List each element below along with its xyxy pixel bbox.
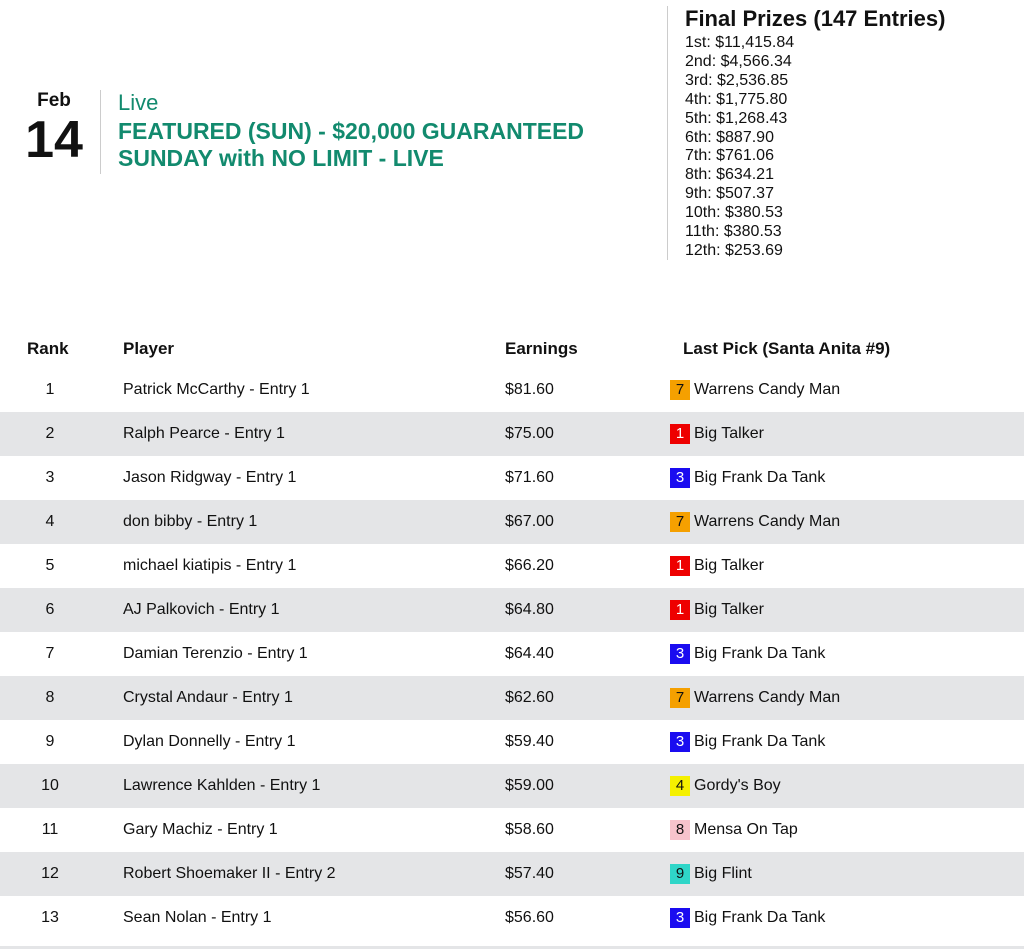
last-pick xyxy=(670,512,1024,532)
prize-item: 7th: $761.06 xyxy=(685,147,774,165)
player-cell[interactable]: AJ Palkovich - Entry 1 xyxy=(123,601,280,618)
horse-name: Big Talker xyxy=(694,557,764,574)
saddle-cloth-number: 1 xyxy=(670,600,690,620)
saddle-cloth-number: 7 xyxy=(670,688,690,708)
last-pick-cell xyxy=(670,720,1024,764)
prize-item: 9th: $507.37 xyxy=(685,185,774,203)
last-pick-cell xyxy=(670,632,1024,676)
saddle-cloth-number: 3 xyxy=(670,908,690,928)
horse-name: Big Frank Da Tank xyxy=(694,469,826,486)
rank-cell: 10 xyxy=(41,777,59,794)
saddle-cloth-number: 7 xyxy=(670,512,690,532)
prize-list xyxy=(685,34,945,261)
table-row[interactable] xyxy=(0,632,1024,676)
player-cell[interactable]: Patrick McCarthy - Entry 1 xyxy=(123,381,310,398)
rank-cell: 9 xyxy=(45,733,55,750)
player-cell[interactable]: Dylan Donnelly - Entry 1 xyxy=(123,733,296,750)
prize-item: 8th: $634.21 xyxy=(685,166,774,184)
saddle-cloth-number: 7 xyxy=(670,380,690,400)
last-pick xyxy=(670,600,1024,620)
table-row[interactable] xyxy=(0,456,1024,500)
standings-table xyxy=(0,330,1024,940)
earnings-cell: $56.60 xyxy=(505,909,554,926)
horse-name: Warrens Candy Man xyxy=(694,381,841,398)
rank-cell: 11 xyxy=(41,821,59,838)
column-header-player[interactable]: Player xyxy=(123,339,175,358)
earnings-cell: $62.60 xyxy=(505,689,554,706)
rank-cell: 2 xyxy=(45,425,55,442)
column-header-rank[interactable]: Rank xyxy=(27,339,69,358)
saddle-cloth-number: 1 xyxy=(670,556,690,576)
earnings-cell: $71.60 xyxy=(505,469,554,486)
event-day: 14 xyxy=(25,111,83,169)
saddle-cloth-number: 9 xyxy=(670,864,690,884)
event-title[interactable] xyxy=(118,118,658,172)
event-month: Feb xyxy=(37,90,71,111)
last-pick-cell xyxy=(670,368,1024,412)
table-row[interactable] xyxy=(0,676,1024,720)
rank-cell: 5 xyxy=(45,557,55,574)
earnings-cell: $66.20 xyxy=(505,557,554,574)
rank-cell: 13 xyxy=(41,909,59,926)
last-pick xyxy=(670,688,1024,708)
player-cell[interactable]: Ralph Pearce - Entry 1 xyxy=(123,425,285,442)
table-row[interactable] xyxy=(0,368,1024,412)
rank-cell: 4 xyxy=(45,513,55,530)
earnings-cell: $57.40 xyxy=(505,865,554,882)
player-cell[interactable]: Damian Terenzio - Entry 1 xyxy=(123,645,308,662)
last-pick-cell xyxy=(670,588,1024,632)
last-pick xyxy=(670,908,1024,928)
table-header-row xyxy=(0,330,1024,368)
table-row[interactable] xyxy=(0,588,1024,632)
last-pick xyxy=(670,776,1024,796)
prize-item: 2nd: $4,566.34 xyxy=(685,52,792,70)
last-pick xyxy=(670,424,1024,444)
table-row[interactable] xyxy=(0,500,1024,544)
player-cell[interactable]: Sean Nolan - Entry 1 xyxy=(123,909,272,926)
last-pick xyxy=(670,380,1024,400)
saddle-cloth-number: 8 xyxy=(670,820,690,840)
table-row[interactable] xyxy=(0,720,1024,764)
last-pick-cell xyxy=(670,500,1024,544)
player-cell[interactable]: michael kiatipis - Entry 1 xyxy=(123,557,297,574)
earnings-cell: $59.00 xyxy=(505,777,554,794)
last-pick xyxy=(670,468,1024,488)
last-pick xyxy=(670,732,1024,752)
rank-cell: 6 xyxy=(45,601,55,618)
earnings-cell: $81.60 xyxy=(505,381,554,398)
horse-name: Big Talker xyxy=(694,425,764,442)
table-row[interactable] xyxy=(0,896,1024,940)
earnings-cell: $64.40 xyxy=(505,645,554,662)
earnings-cell: $58.60 xyxy=(505,821,554,838)
rank-cell: 12 xyxy=(41,865,59,882)
last-pick-cell xyxy=(670,764,1024,808)
last-pick xyxy=(670,556,1024,576)
prize-item: 10th: $380.53 xyxy=(685,204,783,222)
event-title-line-1: FEATURED (SUN) - $20,000 GUARANTEED xyxy=(118,118,585,144)
last-pick xyxy=(670,864,1024,884)
saddle-cloth-number: 1 xyxy=(670,424,690,444)
player-cell[interactable]: Crystal Andaur - Entry 1 xyxy=(123,689,293,706)
horse-name: Big Frank Da Tank xyxy=(694,909,826,926)
last-pick-cell xyxy=(670,852,1024,896)
prize-item: 12th: $253.69 xyxy=(685,241,783,259)
table-row[interactable] xyxy=(0,852,1024,896)
earnings-cell: $59.40 xyxy=(505,733,554,750)
last-pick-cell xyxy=(670,412,1024,456)
prize-item: 6th: $887.90 xyxy=(685,128,774,146)
prize-item: 11th: $380.53 xyxy=(685,223,782,241)
horse-name: Gordy's Boy xyxy=(694,777,781,794)
earnings-cell: $67.00 xyxy=(505,513,554,530)
horse-name: Big Talker xyxy=(694,601,764,618)
player-cell[interactable]: Robert Shoemaker II - Entry 2 xyxy=(123,865,336,882)
prizes-divider xyxy=(667,6,668,260)
player-cell[interactable]: Gary Machiz - Entry 1 xyxy=(123,821,278,838)
last-pick-cell xyxy=(670,676,1024,720)
prize-item: 4th: $1,775.80 xyxy=(685,90,788,108)
earnings-cell: $64.80 xyxy=(505,601,554,618)
prize-item: 5th: $1,268.43 xyxy=(685,109,788,127)
last-pick-cell xyxy=(670,808,1024,852)
table-row[interactable] xyxy=(0,544,1024,588)
horse-name: Big Flint xyxy=(694,865,752,882)
last-pick-cell xyxy=(670,896,1024,940)
saddle-cloth-number: 3 xyxy=(670,644,690,664)
event-title-line-2: SUNDAY with NO LIMIT - LIVE xyxy=(118,145,444,171)
column-header-last-pick[interactable]: Last Pick (Santa Anita #9) xyxy=(683,339,891,358)
player-cell[interactable]: Jason Ridgway - Entry 1 xyxy=(123,469,297,486)
column-header-earnings[interactable]: Earnings xyxy=(505,339,578,358)
rank-cell: 3 xyxy=(45,469,55,486)
prize-item: 3rd: $2,536.85 xyxy=(685,71,789,89)
last-pick-cell xyxy=(670,456,1024,500)
rank-cell: 1 xyxy=(45,381,55,398)
prize-item: 1st: $11,415.84 xyxy=(685,34,795,51)
saddle-cloth-number: 4 xyxy=(670,776,690,796)
horse-name: Mensa On Tap xyxy=(694,821,798,838)
event-date xyxy=(14,90,94,169)
rank-cell: 7 xyxy=(45,645,55,662)
last-pick xyxy=(670,644,1024,664)
table-row[interactable] xyxy=(0,808,1024,852)
prizes-title: Final Prizes (147 Entries) xyxy=(685,6,946,31)
horse-name: Warrens Candy Man xyxy=(694,689,841,706)
table-row[interactable] xyxy=(0,412,1024,456)
player-cell[interactable]: Lawrence Kahlden - Entry 1 xyxy=(123,777,321,794)
last-pick-cell xyxy=(670,544,1024,588)
date-divider xyxy=(100,90,101,174)
horse-name: Big Frank Da Tank xyxy=(694,733,826,750)
saddle-cloth-number: 3 xyxy=(670,468,690,488)
last-pick xyxy=(670,820,1024,840)
earnings-cell: $75.00 xyxy=(505,425,554,442)
saddle-cloth-number: 3 xyxy=(670,732,690,752)
final-prizes-panel xyxy=(685,6,945,261)
rank-cell: 8 xyxy=(45,689,55,706)
table-row[interactable] xyxy=(0,764,1024,808)
horse-name: Warrens Candy Man xyxy=(694,513,841,530)
event-status: Live xyxy=(118,90,159,115)
horse-name: Big Frank Da Tank xyxy=(694,645,826,662)
standings-body xyxy=(0,368,1024,940)
player-cell[interactable]: don bibby - Entry 1 xyxy=(123,513,258,530)
